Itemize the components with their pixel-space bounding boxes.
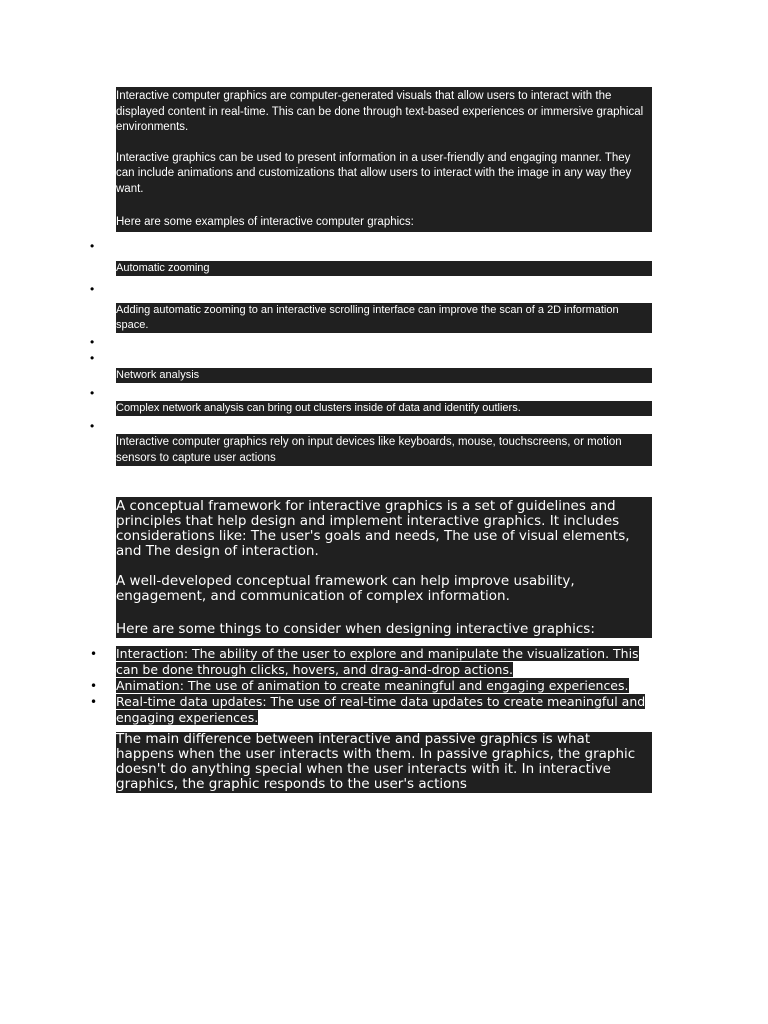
difference-paragraph: The main difference between interactive and passive graphics is what happens when the user interacts with them. In passive graphics, the graphic doesn't do anything special when the user interacts with it. In interactive graphics, the graphic responds to the user's actions xyxy=(116,732,652,793)
example-automatic-zooming-title: Automatic zooming xyxy=(116,261,652,276)
examples-heading: Here are some examples of interactive computer graphics: xyxy=(116,216,414,228)
intro-paragraph-2: Interactive graphics can be used to present information in a user-friendly and engaging manner. They can include animations and customizations that allow users to interact with the image in any way they want. xyxy=(116,151,632,195)
list-item xyxy=(116,678,652,694)
intro-section xyxy=(116,87,652,232)
empty-bullet-item xyxy=(116,386,652,400)
list-item xyxy=(116,646,652,678)
consideration-real-time-updates: Real-time data updates: The use of real-time data updates to create meaningful and engaging experiences. xyxy=(116,693,646,725)
considerations-list xyxy=(116,646,652,726)
framework-paragraph-1: A conceptual framework for interactive graphics is a set of guidelines and principles that help design and implement interactive graphics. It includes considerations like: The user's goals and needs, The use of visual elements, and The design of interaction. xyxy=(116,497,630,559)
example-network-analysis-description: Complex network analysis can bring out clusters inside of data and identify outliers. xyxy=(116,401,652,416)
empty-bullet-item xyxy=(116,239,652,253)
framework-paragraph-2: A well-developed conceptual framework can help improve usability, engagement, and communication of complex information. xyxy=(116,572,575,604)
consideration-animation: Animation: The use of animation to create meaningful and engaging experiences. xyxy=(116,677,629,693)
document-body xyxy=(116,87,652,793)
considerations-heading: Here are some things to consider when designing interactive graphics: xyxy=(116,620,595,637)
empty-bullet-item xyxy=(116,351,652,365)
example-network-analysis-title: Network analysis xyxy=(116,368,652,383)
list-item xyxy=(116,694,652,726)
empty-bullet-item xyxy=(116,335,652,349)
intro-paragraph-1: Interactive computer graphics are computer-generated visuals that allow users to interact with the displayed content in real-time. This can be done through text-based experiences or immersive graphical environments. xyxy=(116,90,644,133)
framework-section xyxy=(116,497,652,638)
example-automatic-zooming-description: Adding automatic zooming to an interactive scrolling interface can improve the scan of a 2D information space. xyxy=(116,303,652,333)
empty-bullet-item xyxy=(116,419,652,433)
empty-bullet-item xyxy=(116,282,652,296)
input-devices-paragraph: Interactive computer graphics rely on input devices like keyboards, mouse, touchscreens, or motion sensors to capture user actions xyxy=(116,434,652,466)
consideration-interaction: Interaction: The ability of the user to explore and manipulate the visualization. This can be done through clicks, hovers, and drag-and-drop actions. xyxy=(116,645,639,677)
